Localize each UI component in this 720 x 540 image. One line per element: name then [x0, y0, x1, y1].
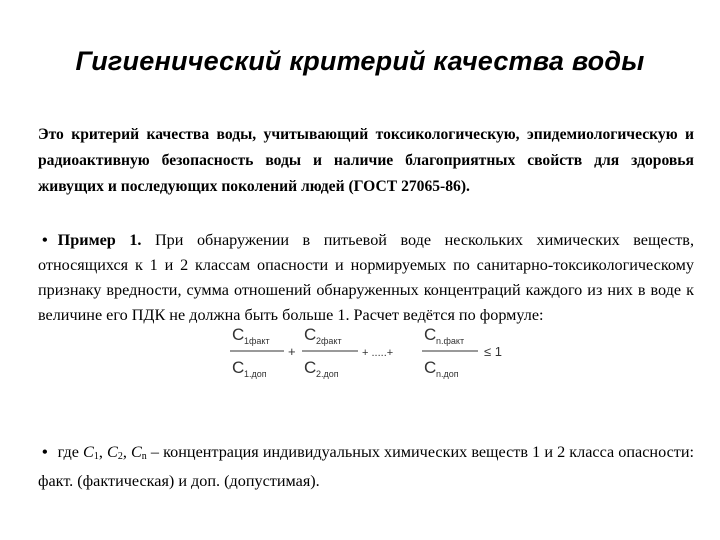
where-c1-sub: 1: [93, 451, 99, 462]
where-c1: C: [83, 443, 94, 461]
formula-ellipsis: + .....+: [362, 347, 394, 359]
formula-den2-symbol: C: [304, 358, 317, 377]
example-paragraph: [38, 228, 694, 328]
where-cn: C: [130, 443, 142, 461]
formula-num1-symbol: C: [232, 325, 245, 344]
bullet-icon: •: [42, 231, 48, 249]
formula-plus: +: [288, 344, 296, 359]
formula-denn-sub: n.доп: [436, 369, 459, 379]
where-text: – концентрация индивидуальных химических веществ 1 и 2 класса опасности: факт. (фактическая) и доп. (допустимая).: [38, 443, 694, 490]
formula-rhs: ≤ 1: [484, 344, 502, 359]
formula-num2-sub: 2факт: [316, 336, 342, 346]
formula-denn-symbol: C: [424, 358, 437, 377]
formula-den1-sub: 1.доп: [244, 369, 267, 379]
slide-title: Гигиенический критерий качества воды: [75, 46, 645, 76]
where-cn-sub: n: [141, 451, 147, 462]
formula-den2-sub: 2.доп: [316, 369, 339, 379]
example-label: Пример 1.: [57, 231, 142, 249]
formula-numn-sub: n.факт: [436, 336, 465, 346]
formula-num2-symbol: C: [304, 325, 317, 344]
where-prefix: где: [57, 443, 84, 461]
formula-num1-sub: 1факт: [244, 336, 270, 346]
where-sep: ,: [98, 443, 108, 461]
formula-numn-symbol: C: [424, 325, 437, 344]
where-paragraph: [38, 440, 694, 494]
formula-den1-symbol: C: [232, 358, 245, 377]
definition-paragraph: Это критерий качества воды, учитывающий токсикологическую, эпидемиологическую и радиоактивную безопасность воды и наличие благоприятных свойств для здоровья живущих и последующих поколений людей (ГОСТ 27065-86).: [38, 126, 694, 195]
where-c2: C: [107, 443, 118, 461]
example-text: При обнаружении в питьевой воде нескольких химических веществ, относящихся к 1 и 2 классам опасности и нормируемых по санитарно-токсикологическому признаку вредности, сумма отношений обнаруженных концентраций каждого из них в воде к величине его ПДК не должна быть больше 1. Расчет ведётся по формуле:: [38, 231, 694, 324]
where-sep: ,: [122, 443, 131, 461]
bullet-icon: •: [42, 443, 48, 461]
where-c2-sub: 2: [117, 451, 123, 462]
formula-image: [228, 318, 528, 384]
